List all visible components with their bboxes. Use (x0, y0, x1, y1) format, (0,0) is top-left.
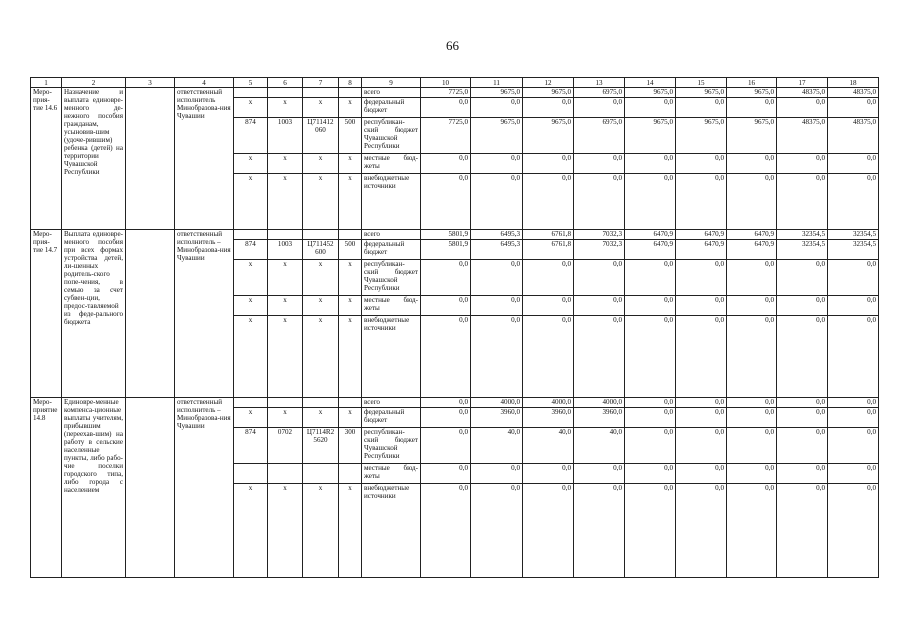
amount-cell: 6761,8 (523, 240, 574, 260)
amount-cell: 0,0 (828, 174, 879, 230)
amount-cell: 0,0 (574, 296, 625, 316)
expense-type-code: 500 (339, 118, 362, 154)
column-number: 18 (828, 78, 879, 88)
amount-cell: 9675,0 (523, 88, 574, 98)
amount-cell: 0,0 (676, 398, 727, 408)
amount-cell: 0,0 (471, 484, 523, 578)
amount-cell: 6470,9 (727, 230, 777, 240)
amount-cell: 0,0 (421, 296, 471, 316)
amount-cell: 0,0 (676, 260, 727, 296)
amount-cell: 0,0 (471, 316, 523, 398)
funding-source: всего (362, 230, 421, 240)
column-number: 2 (62, 78, 126, 88)
section-code (268, 398, 303, 408)
amount-cell: 40,0 (574, 428, 625, 464)
grbs-code: 874 (234, 428, 268, 464)
column-number: 3 (126, 78, 175, 88)
amount-cell: 5801,9 (421, 230, 471, 240)
amount-cell: 0,0 (574, 174, 625, 230)
amount-cell: 0,0 (471, 260, 523, 296)
grbs-code: 874 (234, 240, 268, 260)
amount-cell: 0,0 (471, 464, 523, 484)
amount-cell: 0,0 (676, 296, 727, 316)
amount-cell: 0,0 (727, 260, 777, 296)
amount-cell: 6470,9 (676, 240, 727, 260)
amount-cell: 6761,8 (523, 230, 574, 240)
amount-cell: 0,0 (421, 154, 471, 174)
expense-type-code: x (339, 174, 362, 230)
grbs-code: x (234, 98, 268, 118)
amount-cell: 0,0 (523, 484, 574, 578)
amount-cell: 7725,0 (421, 88, 471, 98)
grbs-code: x (234, 408, 268, 428)
amount-cell: 0,0 (625, 408, 676, 428)
funding-source: республикан-ский бюджет Чувашской Республики (362, 118, 421, 154)
amount-cell: 0,0 (625, 398, 676, 408)
amount-cell: 0,0 (727, 428, 777, 464)
amount-cell: 0,0 (523, 316, 574, 398)
column-number: 9 (362, 78, 421, 88)
amount-cell: 0,0 (727, 464, 777, 484)
column-number: 11 (471, 78, 523, 88)
section-code: x (268, 408, 303, 428)
amount-cell: 0,0 (625, 296, 676, 316)
responsible-executor: ответственный исполнитель – Минобразова-ния Чувашии (175, 230, 234, 398)
target-article-code (303, 398, 339, 408)
column-number: 10 (421, 78, 471, 88)
measure-label: Меро- приятие 14.8 (31, 398, 62, 578)
grbs-code: x (234, 296, 268, 316)
amount-cell: 7032,3 (574, 230, 625, 240)
target-article-code: Ц7114R2 5620 (303, 428, 339, 464)
funding-source: республикан-ский бюджет Чувашской Республики (362, 428, 421, 464)
funding-source: федеральный бюджет (362, 98, 421, 118)
amount-cell: 9675,0 (471, 118, 523, 154)
expense-type-code: 300 (339, 428, 362, 464)
amount-cell: 0,0 (828, 428, 879, 464)
amount-cell: 0,0 (421, 464, 471, 484)
section-code: x (268, 174, 303, 230)
amount-cell: 0,0 (727, 174, 777, 230)
section-code: x (268, 296, 303, 316)
target-article-code: x (303, 408, 339, 428)
table-body (31, 78, 879, 578)
section-code: 1003 (268, 118, 303, 154)
amount-cell: 0,0 (777, 464, 828, 484)
measure-description: Выплата единовре-менного пособия при всех формах устройства детей, ли-шенных родитель-ского попе-чения, в семью за счет субвен-ции, предос-тавляемой из феде-рального бюджета (62, 230, 126, 398)
amount-cell: 6975,0 (574, 88, 625, 98)
amount-cell: 9675,0 (727, 88, 777, 98)
column-number: 16 (727, 78, 777, 88)
table-row (31, 230, 879, 240)
grbs-code (234, 230, 268, 240)
amount-cell: 0,0 (727, 484, 777, 578)
funding-source: федеральный бюджет (362, 408, 421, 428)
grbs-code: 874 (234, 118, 268, 154)
empty-cell (126, 398, 175, 578)
section-code: 1003 (268, 240, 303, 260)
section-code: x (268, 154, 303, 174)
amount-cell: 0,0 (828, 296, 879, 316)
amount-cell: 0,0 (676, 408, 727, 428)
expense-type-code: x (339, 408, 362, 428)
column-number: 4 (175, 78, 234, 88)
amount-cell: 0,0 (828, 260, 879, 296)
amount-cell: 6470,9 (625, 240, 676, 260)
funding-source: федеральный бюджет (362, 240, 421, 260)
target-article-code: x (303, 296, 339, 316)
amount-cell: 4000,0 (471, 398, 523, 408)
section-code (268, 230, 303, 240)
expense-type-code: x (339, 154, 362, 174)
measure-label: Меро- прия- тие 14.7 (31, 230, 62, 398)
grbs-code (234, 398, 268, 408)
amount-cell: 48375,0 (777, 118, 828, 154)
amount-cell: 0,0 (421, 408, 471, 428)
amount-cell: 0,0 (625, 260, 676, 296)
target-article-code: x (303, 316, 339, 398)
section-code (268, 88, 303, 98)
empty-cell (126, 88, 175, 230)
amount-cell: 9675,0 (625, 118, 676, 154)
amount-cell: 4000,0 (574, 398, 625, 408)
amount-cell: 0,0 (727, 296, 777, 316)
amount-cell: 40,0 (523, 428, 574, 464)
amount-cell: 0,0 (523, 296, 574, 316)
column-number: 8 (339, 78, 362, 88)
funding-source: внебюджетные источники (362, 484, 421, 578)
amount-cell: 3960,0 (523, 408, 574, 428)
grbs-code: x (234, 260, 268, 296)
grbs-code: x (234, 316, 268, 398)
table-row (31, 398, 879, 408)
responsible-executor: ответственный исполнитель – Минобразова-ния Чувашии (175, 398, 234, 578)
amount-cell: 0,0 (523, 464, 574, 484)
amount-cell: 0,0 (421, 398, 471, 408)
amount-cell: 0,0 (828, 464, 879, 484)
amount-cell: 0,0 (625, 484, 676, 578)
amount-cell: 0,0 (421, 428, 471, 464)
target-article-code: x (303, 98, 339, 118)
amount-cell: 0,0 (421, 484, 471, 578)
target-article-code (303, 230, 339, 240)
amount-cell: 0,0 (625, 464, 676, 484)
amount-cell: 0,0 (574, 154, 625, 174)
expense-type-code (339, 398, 362, 408)
amount-cell: 4000,0 (523, 398, 574, 408)
amount-cell: 6975,0 (574, 118, 625, 154)
amount-cell: 0,0 (777, 296, 828, 316)
amount-cell: 0,0 (828, 316, 879, 398)
empty-cell (126, 230, 175, 398)
amount-cell: 0,0 (828, 408, 879, 428)
measure-description: Назначение и выплата единовре-менного де-нежного пособия гражданам, усыновив-шим (удоче-рившим) ребенка (детей) на территории Чувашской Республики (62, 88, 126, 230)
amount-cell: 48375,0 (828, 88, 879, 98)
expense-type-code (339, 230, 362, 240)
amount-cell: 0,0 (625, 174, 676, 230)
amount-cell: 0,0 (676, 154, 727, 174)
funding-source: местные бюд-жеты (362, 464, 421, 484)
responsible-executor: ответственный исполнитель Минобразова-ния Чувашии (175, 88, 234, 230)
amount-cell: 0,0 (625, 98, 676, 118)
amount-cell: 0,0 (676, 428, 727, 464)
amount-cell: 0,0 (625, 428, 676, 464)
amount-cell: 0,0 (523, 98, 574, 118)
target-article-code: x (303, 154, 339, 174)
column-number: 7 (303, 78, 339, 88)
section-code: x (268, 316, 303, 398)
amount-cell: 9675,0 (471, 88, 523, 98)
section-code: 0702 (268, 428, 303, 464)
amount-cell: 0,0 (574, 260, 625, 296)
amount-cell: 0,0 (421, 98, 471, 118)
amount-cell: 0,0 (828, 398, 879, 408)
amount-cell: 0,0 (421, 316, 471, 398)
amount-cell: 6495,3 (471, 240, 523, 260)
target-article-code: Ц711452 600 (303, 240, 339, 260)
amount-cell: 0,0 (625, 316, 676, 398)
column-number: 12 (523, 78, 574, 88)
amount-cell: 9675,0 (523, 118, 574, 154)
funding-source: внебюджетные источники (362, 174, 421, 230)
expense-type-code: x (339, 484, 362, 578)
amount-cell: 0,0 (574, 98, 625, 118)
amount-cell: 32354,5 (828, 230, 879, 240)
amount-cell: 0,0 (421, 174, 471, 230)
column-number-row (31, 78, 879, 88)
amount-cell: 9675,0 (676, 118, 727, 154)
amount-cell: 9675,0 (727, 118, 777, 154)
measure-description: Единовре-менные компенса-ционные выплаты учителям, прибывшим (переехав-шим) на работу в сельские населенные пункты, либо рабо-чие поселки городского типа, либо города с населением (62, 398, 126, 578)
amount-cell: 9675,0 (625, 88, 676, 98)
section-code: x (268, 484, 303, 578)
amount-cell: 0,0 (828, 98, 879, 118)
column-number: 5 (234, 78, 268, 88)
column-number: 15 (676, 78, 727, 88)
amount-cell: 0,0 (574, 316, 625, 398)
grbs-code (234, 88, 268, 98)
expense-type-code (339, 88, 362, 98)
amount-cell: 7032,3 (574, 240, 625, 260)
amount-cell: 0,0 (574, 484, 625, 578)
column-number: 6 (268, 78, 303, 88)
page-number: 66 (446, 38, 459, 53)
column-number: 14 (625, 78, 676, 88)
target-article-code (303, 88, 339, 98)
amount-cell: 3960,0 (471, 408, 523, 428)
amount-cell: 5801,9 (421, 240, 471, 260)
target-article-code (303, 464, 339, 484)
amount-cell: 0,0 (574, 464, 625, 484)
grbs-code (234, 464, 268, 484)
column-number: 17 (777, 78, 828, 88)
target-article-code: x (303, 484, 339, 578)
amount-cell: 32354,5 (777, 230, 828, 240)
amount-cell: 32354,5 (777, 240, 828, 260)
amount-cell: 3960,0 (574, 408, 625, 428)
amount-cell: 0,0 (777, 408, 828, 428)
amount-cell: 0,0 (523, 260, 574, 296)
amount-cell: 0,0 (471, 296, 523, 316)
amount-cell: 0,0 (777, 98, 828, 118)
amount-cell: 0,0 (727, 398, 777, 408)
amount-cell: 0,0 (471, 98, 523, 118)
expense-type-code: x (339, 296, 362, 316)
target-article-code: x (303, 260, 339, 296)
amount-cell: 48375,0 (828, 118, 879, 154)
amount-cell: 0,0 (727, 316, 777, 398)
column-number: 13 (574, 78, 625, 88)
amount-cell: 0,0 (625, 154, 676, 174)
funding-source: местные бюд-жеты (362, 296, 421, 316)
amount-cell: 0,0 (727, 408, 777, 428)
funding-source: внебюджетные источники (362, 316, 421, 398)
amount-cell: 0,0 (523, 174, 574, 230)
amount-cell: 0,0 (777, 484, 828, 578)
amount-cell: 0,0 (676, 464, 727, 484)
column-number: 1 (31, 78, 62, 88)
amount-cell: 6470,9 (676, 230, 727, 240)
expense-type-code: x (339, 316, 362, 398)
amount-cell: 0,0 (777, 428, 828, 464)
amount-cell: 32354,5 (828, 240, 879, 260)
section-code (268, 464, 303, 484)
amount-cell: 0,0 (777, 398, 828, 408)
grbs-code: x (234, 174, 268, 230)
amount-cell: 6470,9 (727, 240, 777, 260)
expense-type-code (339, 464, 362, 484)
amount-cell: 0,0 (777, 154, 828, 174)
expense-type-code: 500 (339, 240, 362, 260)
grbs-code: x (234, 154, 268, 174)
amount-cell: 0,0 (676, 174, 727, 230)
target-article-code: Ц711412 060 (303, 118, 339, 154)
funding-source: всего (362, 88, 421, 98)
funding-source: местные бюд-жеты (362, 154, 421, 174)
amount-cell: 0,0 (471, 154, 523, 174)
amount-cell: 0,0 (523, 154, 574, 174)
funding-source: всего (362, 398, 421, 408)
amount-cell: 9675,0 (676, 88, 727, 98)
funding-source: республикан-ский бюджет Чувашской Республики (362, 260, 421, 296)
amount-cell: 0,0 (421, 260, 471, 296)
amount-cell: 0,0 (471, 174, 523, 230)
grbs-code: x (234, 484, 268, 578)
target-article-code: x (303, 174, 339, 230)
amount-cell: 0,0 (676, 484, 727, 578)
section-code: x (268, 260, 303, 296)
amount-cell: 0,0 (676, 316, 727, 398)
amount-cell: 7725,0 (421, 118, 471, 154)
amount-cell: 40,0 (471, 428, 523, 464)
amount-cell: 0,0 (727, 98, 777, 118)
section-code: x (268, 98, 303, 118)
amount-cell: 48375,0 (777, 88, 828, 98)
amount-cell: 0,0 (676, 98, 727, 118)
amount-cell: 0,0 (777, 316, 828, 398)
amount-cell: 6495,3 (471, 230, 523, 240)
amount-cell: 6470,9 (625, 230, 676, 240)
table-row (31, 88, 879, 98)
expense-type-code: x (339, 260, 362, 296)
amount-cell: 0,0 (777, 260, 828, 296)
expense-type-code: x (339, 98, 362, 118)
amount-cell: 0,0 (727, 154, 777, 174)
amount-cell: 0,0 (777, 174, 828, 230)
measure-label: Меро- прия- тие 14.6 (31, 88, 62, 230)
amount-cell: 0,0 (828, 154, 879, 174)
amount-cell: 0,0 (828, 484, 879, 578)
budget-table (30, 77, 879, 578)
